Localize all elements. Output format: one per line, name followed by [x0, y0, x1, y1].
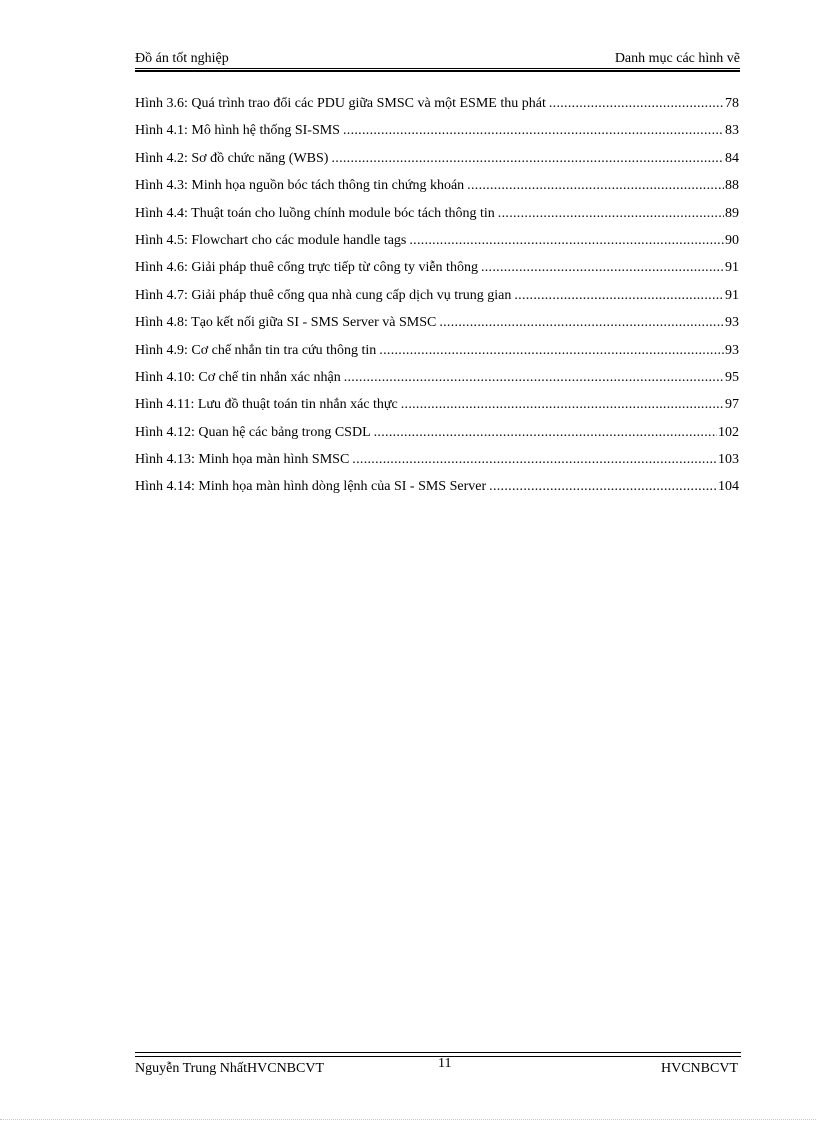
figure-list [135, 94, 739, 505]
figure-page-number: 95 [725, 369, 739, 385]
figure-list-item[interactable] [135, 368, 739, 395]
figure-page-number: 93 [725, 315, 739, 331]
figure-list-item[interactable] [135, 450, 739, 477]
figure-list-item[interactable] [135, 286, 739, 313]
figure-caption: Hình 4.2: Sơ đồ chức năng (WBS) [135, 150, 329, 166]
leader-dots [352, 450, 717, 470]
footer-page-number: 11 [438, 1056, 452, 1071]
figure-caption: Hình 3.6: Quá trình trao đổi các PDU giữa SMSC và một ESME thu phát [135, 96, 546, 111]
figure-list-item[interactable] [135, 423, 739, 450]
header-document-title: Đồ án tốt nghiệp [135, 51, 229, 66]
figure-caption: Hình 4.8: Tạo kết nối giữa SI - SMS Server và SMSC [135, 315, 437, 331]
figure-caption: Hình 4.11: Lưu đồ thuật toán tin nhắn xác thực [135, 397, 398, 413]
footer-author: Nguyễn Trung NhấtHVCNBCVT [135, 1061, 325, 1076]
figure-page-number: 104 [718, 479, 739, 495]
leader-dots [409, 231, 724, 251]
figure-caption: Hình 4.4: Thuật toán cho luồng chính module bóc tách thông tin [135, 205, 495, 221]
figure-list-item[interactable] [135, 204, 739, 231]
figure-caption: Hình 4.14: Minh họa màn hình dòng lệnh của SI - SMS Server [135, 479, 487, 495]
figure-list-item[interactable] [135, 395, 739, 422]
figure-list-item[interactable] [135, 121, 739, 148]
figure-page-number: 91 [725, 260, 739, 276]
figure-page-number: 83 [725, 123, 739, 139]
figure-caption: Hình 4.13: Minh họa màn hình SMSC [135, 452, 350, 468]
leader-dots [481, 258, 724, 278]
figure-caption: Hình 4.9: Cơ chế nhắn tin tra cứu thông tin [135, 342, 377, 358]
figure-list-item[interactable] [135, 231, 739, 258]
leader-dots [549, 94, 724, 114]
header-divider [135, 68, 740, 69]
figure-list-item[interactable] [135, 313, 739, 340]
figure-page-number: 103 [718, 452, 739, 468]
page-footer [135, 1058, 740, 1078]
figure-caption: Hình 4.6: Giải pháp thuê cổng trực tiếp từ công ty viễn thông [135, 260, 478, 276]
figure-caption: Hình 4.1: Mô hình hệ thống SI-SMS [135, 123, 340, 139]
leader-dots [379, 341, 724, 361]
header-section-title: Danh mục các hình vẽ [614, 51, 740, 66]
figure-page-number: 97 [725, 397, 739, 413]
leader-dots [401, 395, 724, 415]
figure-list-item[interactable] [135, 258, 739, 285]
figure-page-number: 93 [725, 342, 739, 358]
figure-list-item[interactable] [135, 341, 739, 368]
figure-page-number: 84 [725, 150, 739, 166]
page-edge-divider [0, 1119, 816, 1120]
page-header [135, 50, 740, 68]
figure-list-item[interactable] [135, 176, 739, 203]
figure-list-item[interactable] [135, 149, 739, 176]
figure-list-item[interactable] [135, 94, 739, 121]
leader-dots [439, 313, 724, 333]
figure-caption: Hình 4.3: Minh họa nguồn bóc tách thông tin chứng khoán [135, 178, 465, 194]
leader-dots [514, 286, 724, 306]
figure-page-number: 91 [725, 287, 739, 303]
header-divider-thick [135, 70, 740, 72]
figure-caption: Hình 4.10: Cơ chế tin nhắn xác nhận [135, 369, 341, 385]
leader-dots [343, 121, 724, 141]
leader-dots [489, 477, 717, 497]
figure-caption: Hình 4.5: Flowchart cho các module handle tags [135, 232, 407, 248]
figure-caption: Hình 4.7: Giải pháp thuê cổng qua nhà cung cấp dịch vụ trung gian [135, 287, 512, 303]
figure-list-item[interactable] [135, 477, 739, 504]
figure-page-number: 78 [725, 96, 739, 111]
figure-page-number: 88 [725, 178, 739, 194]
figure-page-number: 90 [725, 232, 739, 248]
leader-dots [344, 368, 724, 388]
leader-dots [374, 423, 717, 443]
leader-dots [498, 204, 724, 224]
leader-dots [331, 149, 724, 169]
figure-page-number: 89 [725, 205, 739, 221]
footer-organization: HVCNBCVT [660, 1061, 738, 1076]
figure-caption: Hình 4.12: Quan hệ các bảng trong CSDL [135, 424, 371, 440]
leader-dots [467, 176, 724, 196]
figure-page-number: 102 [718, 424, 739, 440]
